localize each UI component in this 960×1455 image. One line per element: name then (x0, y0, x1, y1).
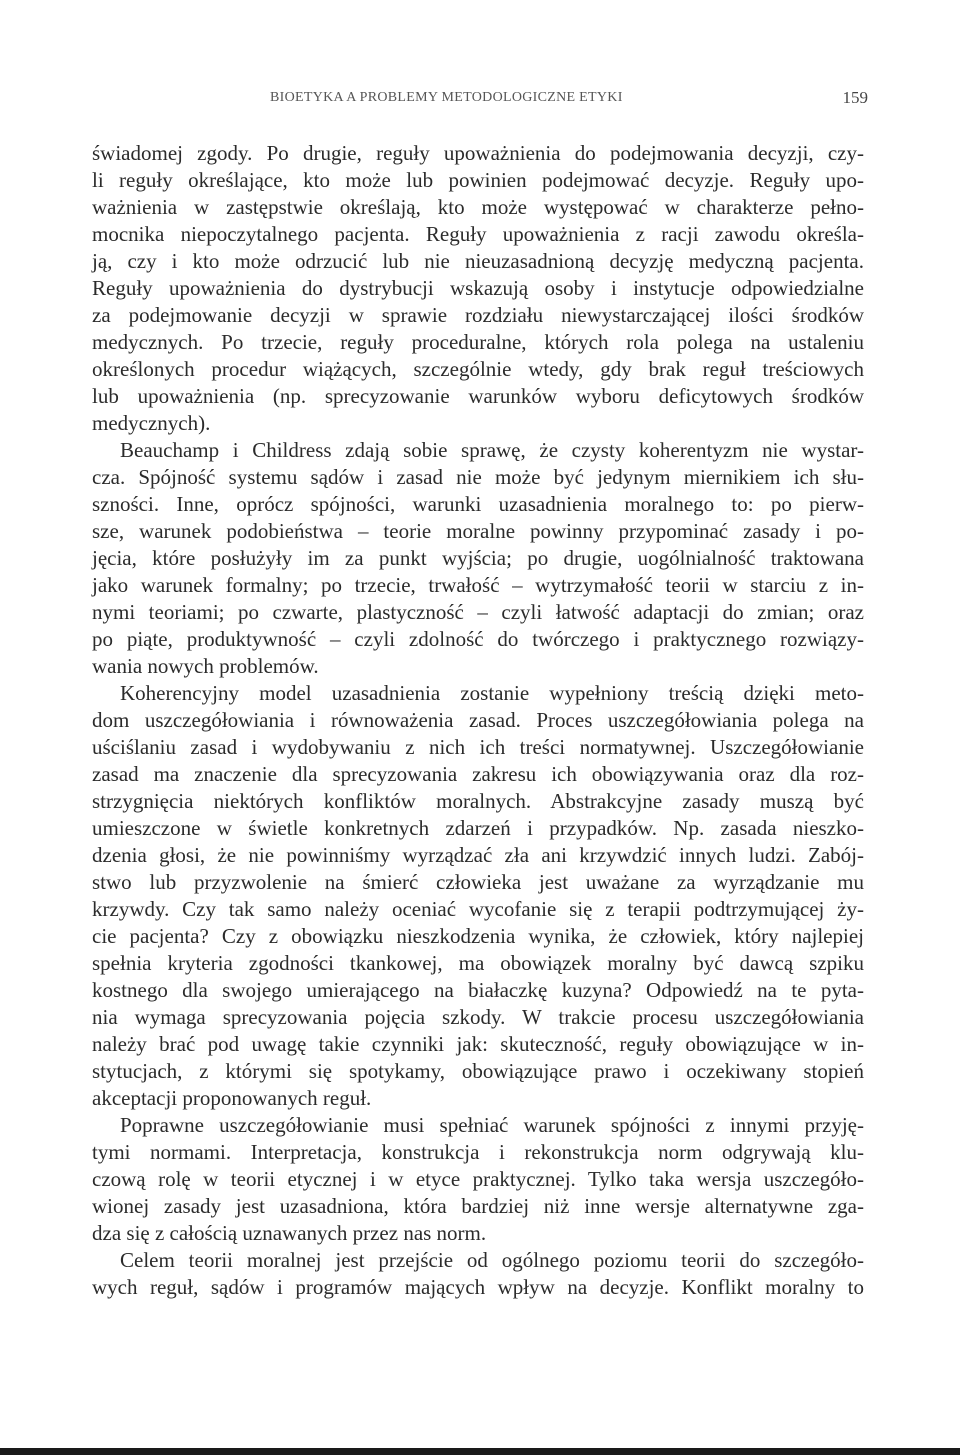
text-line: cie pacjenta? Czy z obowiązku nieszkodzenia wynika, że człowiek, który najlepiej (92, 924, 864, 948)
text-line: lub upoważnienia (np. sprecyzowanie warunków wyboru deficytowych środków (92, 384, 864, 408)
body-text (92, 140, 864, 1301)
running-head: BIOETYKA A PROBLEMY METODOLOGICZNE ETYKI (270, 90, 623, 105)
text-line: dom uszczegółowiania i równoważenia zasad. Proces uszczegółowiania polega na (92, 708, 864, 732)
text-line: krzywdy. Czy tak samo należy oceniać wycofanie się z terapii podtrzymującej ży- (92, 897, 864, 921)
text-line: nymi teoriami; po czwarte, plastyczność – czyli łatwość adaptacji do zmian; oraz (92, 600, 864, 624)
text-line: wych reguł, sądów i programów mających wpływ na decyzje. Konflikt moralny to (92, 1275, 864, 1299)
text-line: dza się z całością uznawanych przez nas norm. (92, 1221, 487, 1245)
text-line: cza. Spójność systemu sądów i zasad nie może być jedynym miernikiem ich słu- (92, 465, 864, 489)
text-line: należy brać pod uwagę takie czynniki jak: skuteczność, reguły obowiązujące w in- (92, 1032, 864, 1056)
text-line: jęcia, które posłużyły im za punkt wyjścia; po drugie, uogólnialność traktowana (92, 546, 864, 570)
text-line: Reguły upoważnienia do dystrybucji wskazują osoby i instytucje odpowiedzialne (92, 276, 864, 300)
text-line: Celem teorii moralnej jest przejście od ogólnego poziomu teorii do szczegóło- (120, 1248, 864, 1272)
text-line: wionej zasady jest uzasadniona, która bardziej niż inne wersje alternatywne zga- (92, 1194, 864, 1218)
text-line: Beauchamp i Childress zdają sobie sprawę, że czysty koherentyzm nie wystar- (120, 438, 864, 462)
text-line: stwo lub przyzwolenie na śmierć człowieka jest uważane za wyrządzanie mu (92, 870, 864, 894)
text-line: stytucjach, z którymi się spotykamy, obowiązujące prawo i oczekiwany stopień (92, 1059, 864, 1083)
text-line: za podejmowanie decyzji w sprawie rozdziału niewystarczającej ilości środków (92, 303, 864, 327)
text-line: akceptacji proponowanych reguł. (92, 1086, 372, 1110)
text-line: ważnienia w zastępstwie określają, kto może występować w charakterze pełno- (92, 195, 864, 219)
bottom-edge-rule (0, 1448, 960, 1455)
text-line: określonych procedur wiążących, szczególnie wtedy, gdy brak reguł treściowych (92, 357, 864, 381)
text-line: szności. Inne, oprócz spójności, warunki uzasadnienia moralnego to: po pierw- (92, 492, 864, 516)
text-line: umieszczone w świetle konkretnych zdarzeń i przypadków. Np. zasada nieszko- (92, 816, 864, 840)
text-line: zasad ma znaczenie dla sprecyzowania zakresu ich obowiązywania oraz dla roz- (92, 762, 864, 786)
text-line: li reguły określające, kto może lub powinien podejmować decyzje. Reguły upo- (92, 168, 864, 192)
text-line: uściślaniu zasad i wydobywaniu z nich ich treści normatywnej. Uszczegółowianie (92, 735, 864, 759)
text-line: wania nowych problemów. (92, 654, 319, 678)
text-line: po piąte, produktywność – czyli zdolność do twórczego i praktycznego rozwiązy- (92, 627, 864, 651)
text-line: strzygnięcia niektórych konfliktów moralnych. Abstrakcyjne zasady muszą być (92, 789, 864, 813)
page-number: 159 (842, 88, 868, 107)
text-line: ją, czy i kto może odrzucić lub nie nieuzasadnioną decyzję medyczną pacjenta. (92, 249, 864, 273)
text-line: świadomej zgody. Po drugie, reguły upoważnienia do podejmowania decyzji, czy- (92, 141, 864, 165)
text-line: jako warunek formalny; po trzecie, trwałość – wytrzymałość teorii w starciu z in- (92, 573, 864, 597)
text-line: dzenia głosi, że nie powinniśmy wyrządzać zła ani krzywdzić innych ludzi. Zabój- (92, 843, 864, 867)
text-line: Koherencyjny model uzasadnienia zostanie wypełniony treścią dzięki meto- (120, 681, 864, 705)
text-line: kostnego dla swojego umierającego na białaczkę kuzyna? Odpowiedź na te pyta- (92, 978, 864, 1002)
text-line: nia wymaga sprecyzowania pojęcia szkody. W trakcie procesu uszczegółowiania (92, 1005, 864, 1029)
text-line: medycznych. Po trzecie, reguły proceduralne, których rola polega na ustaleniu (92, 330, 864, 354)
text-line: tymi normami. Interpretacja, konstrukcja i rekonstrukcja norm odgrywają klu- (92, 1140, 864, 1164)
text-line: czową rolę w teorii etycznej i w etyce praktycznej. Tylko taka wersja uszczegóło- (92, 1167, 864, 1191)
text-line: sze, warunek podobieństwa – teorie moralne powinny przypominać zasady i po- (92, 519, 864, 543)
text-line: spełnia kryteria zgodności tkankowej, ma obowiązek moralny być dawcą szpiku (92, 951, 864, 975)
text-line: mocnika niepoczytalnego pacjenta. Reguły upoważnienia z racji zawodu określa- (92, 222, 864, 246)
text-line: Poprawne uszczegółowianie musi spełniać warunek spójności z innymi przyję- (120, 1113, 864, 1137)
text-line: medycznych). (92, 411, 211, 435)
